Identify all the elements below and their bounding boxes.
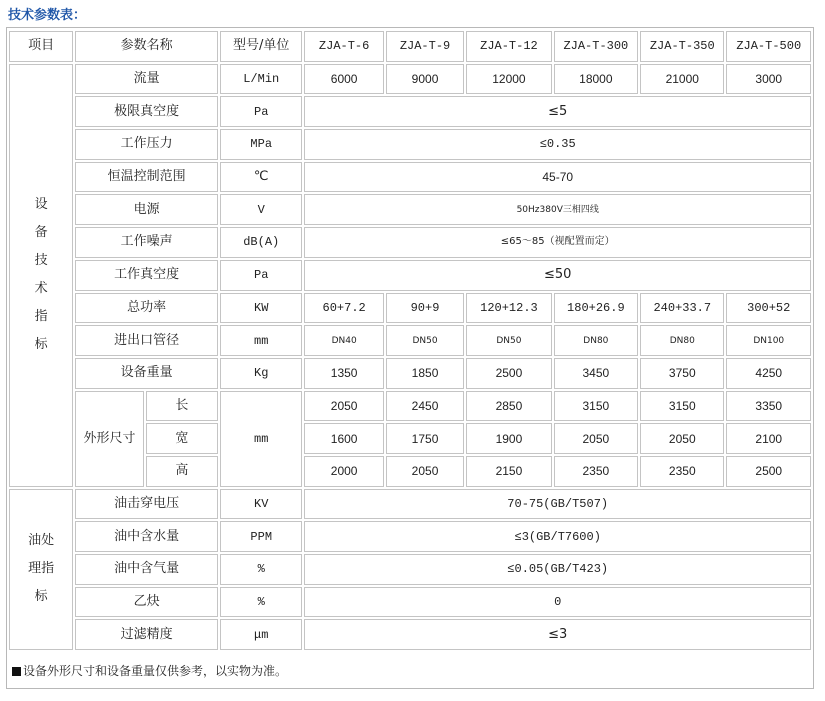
param-unit: Pa [220, 96, 302, 127]
value-cell: DN80 [640, 325, 724, 356]
table-row [9, 325, 811, 356]
param-name: 恒温控制范围 [75, 162, 218, 193]
table-row [9, 358, 811, 389]
table-row [9, 554, 811, 585]
value-cell: 2350 [554, 456, 638, 487]
value-cell: 2150 [466, 456, 551, 487]
table-row [9, 587, 811, 618]
dims-sub: 高 [146, 456, 218, 487]
value-cell: 3000 [726, 64, 811, 95]
value-cell: 9000 [386, 64, 464, 95]
table-row [9, 129, 811, 160]
param-name: 工作压力 [75, 129, 218, 160]
value-cell: 2850 [466, 391, 551, 422]
value-cell: 3350 [726, 391, 811, 422]
param-unit: PPM [220, 521, 302, 552]
value-cell: DN50 [466, 325, 551, 356]
value-cell: 300+52 [726, 293, 811, 324]
header-cell: 参数名称 [75, 31, 218, 62]
value-cell: 1600 [304, 423, 383, 454]
param-unit: ℃ [220, 162, 302, 193]
param-name: 设备重量 [75, 358, 218, 389]
header-row [9, 31, 811, 62]
footnote [12, 662, 287, 679]
spec-table [7, 29, 813, 652]
header-cell: ZJA-T-300 [554, 31, 638, 62]
param-name: 流量 [75, 64, 218, 95]
value-cell: 12000 [466, 64, 551, 95]
param-name: 过滤精度 [75, 619, 218, 650]
param-unit: % [220, 554, 302, 585]
table-row [9, 489, 811, 520]
param-name: 进出口管径 [75, 325, 218, 356]
dims-sub: 长 [146, 391, 218, 422]
table-row [9, 227, 811, 258]
param-name: 极限真空度 [75, 96, 218, 127]
value-cell: 3150 [640, 391, 724, 422]
footnote-text: 设备外形尺寸和设备重量仅供参考，以实物为准。 [23, 664, 288, 678]
value-cell: ≤0.05(GB/T423) [304, 554, 811, 585]
table-row [9, 194, 811, 225]
value-cell: 45-70 [304, 162, 811, 193]
table-row [9, 96, 811, 127]
value-cell: 1350 [304, 358, 383, 389]
param-unit: mm [220, 325, 302, 356]
value-cell: 1900 [466, 423, 551, 454]
group-equipment: 设 备 技 术 指 标 [9, 64, 73, 487]
value-cell: ≤50 [304, 260, 811, 291]
param-name: 乙炔 [75, 587, 218, 618]
value-cell: 18000 [554, 64, 638, 95]
param-name: 油中含气量 [75, 554, 218, 585]
value-cell: 2050 [640, 423, 724, 454]
value-cell: DN80 [554, 325, 638, 356]
value-cell: 120+12.3 [466, 293, 551, 324]
page-title: 技术参数表： [8, 8, 87, 23]
table-row [9, 521, 811, 552]
table-row [9, 619, 811, 650]
value-cell: 3750 [640, 358, 724, 389]
param-name: 工作真空度 [75, 260, 218, 291]
value-cell: 2100 [726, 423, 811, 454]
value-cell: 2500 [726, 456, 811, 487]
value-cell: ≤3(GB/T7600) [304, 521, 811, 552]
value-cell: 2450 [386, 391, 464, 422]
param-unit: KW [220, 293, 302, 324]
param-name: 油击穿电压 [75, 489, 218, 520]
value-cell: ≤65～85（视配置而定） [304, 227, 811, 258]
value-cell: 1750 [386, 423, 464, 454]
param-unit: mm [220, 391, 302, 487]
header-cell: ZJA-T-500 [726, 31, 811, 62]
table-row [9, 293, 811, 324]
param-unit: MPa [220, 129, 302, 160]
value-cell: 240+33.7 [640, 293, 724, 324]
value-cell: 2050 [386, 456, 464, 487]
value-cell: 70-75(GB/T507) [304, 489, 811, 520]
param-unit: % [220, 587, 302, 618]
group-oil: 油处 理指 标 [9, 489, 73, 650]
dims-sub: 宽 [146, 423, 218, 454]
value-cell: 3150 [554, 391, 638, 422]
header-cell: 项目 [9, 31, 73, 62]
table-row [9, 162, 811, 193]
value-cell: 2500 [466, 358, 551, 389]
table-row [9, 260, 811, 291]
param-unit: μm [220, 619, 302, 650]
param-name: 电源 [75, 194, 218, 225]
value-cell: 1850 [386, 358, 464, 389]
square-bullet-icon [12, 667, 21, 676]
header-cell: 型号/单位 [220, 31, 302, 62]
param-unit: dB(A) [220, 227, 302, 258]
param-unit: Kg [220, 358, 302, 389]
param-name: 总功率 [75, 293, 218, 324]
param-unit: V [220, 194, 302, 225]
param-unit: KV [220, 489, 302, 520]
value-cell: ≤5 [304, 96, 811, 127]
value-cell: 50Hz380V三相四线 [304, 194, 811, 225]
param-unit: Pa [220, 260, 302, 291]
value-cell: 21000 [640, 64, 724, 95]
value-cell: 60+7.2 [304, 293, 383, 324]
value-cell: 6000 [304, 64, 383, 95]
value-cell: ≤0.35 [304, 129, 811, 160]
dims-label: 外形尺寸 [75, 391, 143, 487]
header-cell: ZJA-T-12 [466, 31, 551, 62]
value-cell: DN50 [386, 325, 464, 356]
table-row [9, 64, 811, 95]
value-cell: 180+26.9 [554, 293, 638, 324]
value-cell: 4250 [726, 358, 811, 389]
value-cell: 3450 [554, 358, 638, 389]
value-cell: 2350 [640, 456, 724, 487]
value-cell: 90+9 [386, 293, 464, 324]
value-cell: ≤3 [304, 619, 811, 650]
param-name: 工作噪声 [75, 227, 218, 258]
header-cell: ZJA-T-6 [304, 31, 383, 62]
table-row [9, 391, 811, 422]
header-cell: ZJA-T-9 [386, 31, 464, 62]
value-cell: 2050 [554, 423, 638, 454]
param-unit: L/Min [220, 64, 302, 95]
value-cell: 2050 [304, 391, 383, 422]
header-cell: ZJA-T-350 [640, 31, 724, 62]
value-cell: DN100 [726, 325, 811, 356]
param-name: 油中含水量 [75, 521, 218, 552]
value-cell: 0 [304, 587, 811, 618]
value-cell: DN40 [304, 325, 383, 356]
value-cell: 2000 [304, 456, 383, 487]
